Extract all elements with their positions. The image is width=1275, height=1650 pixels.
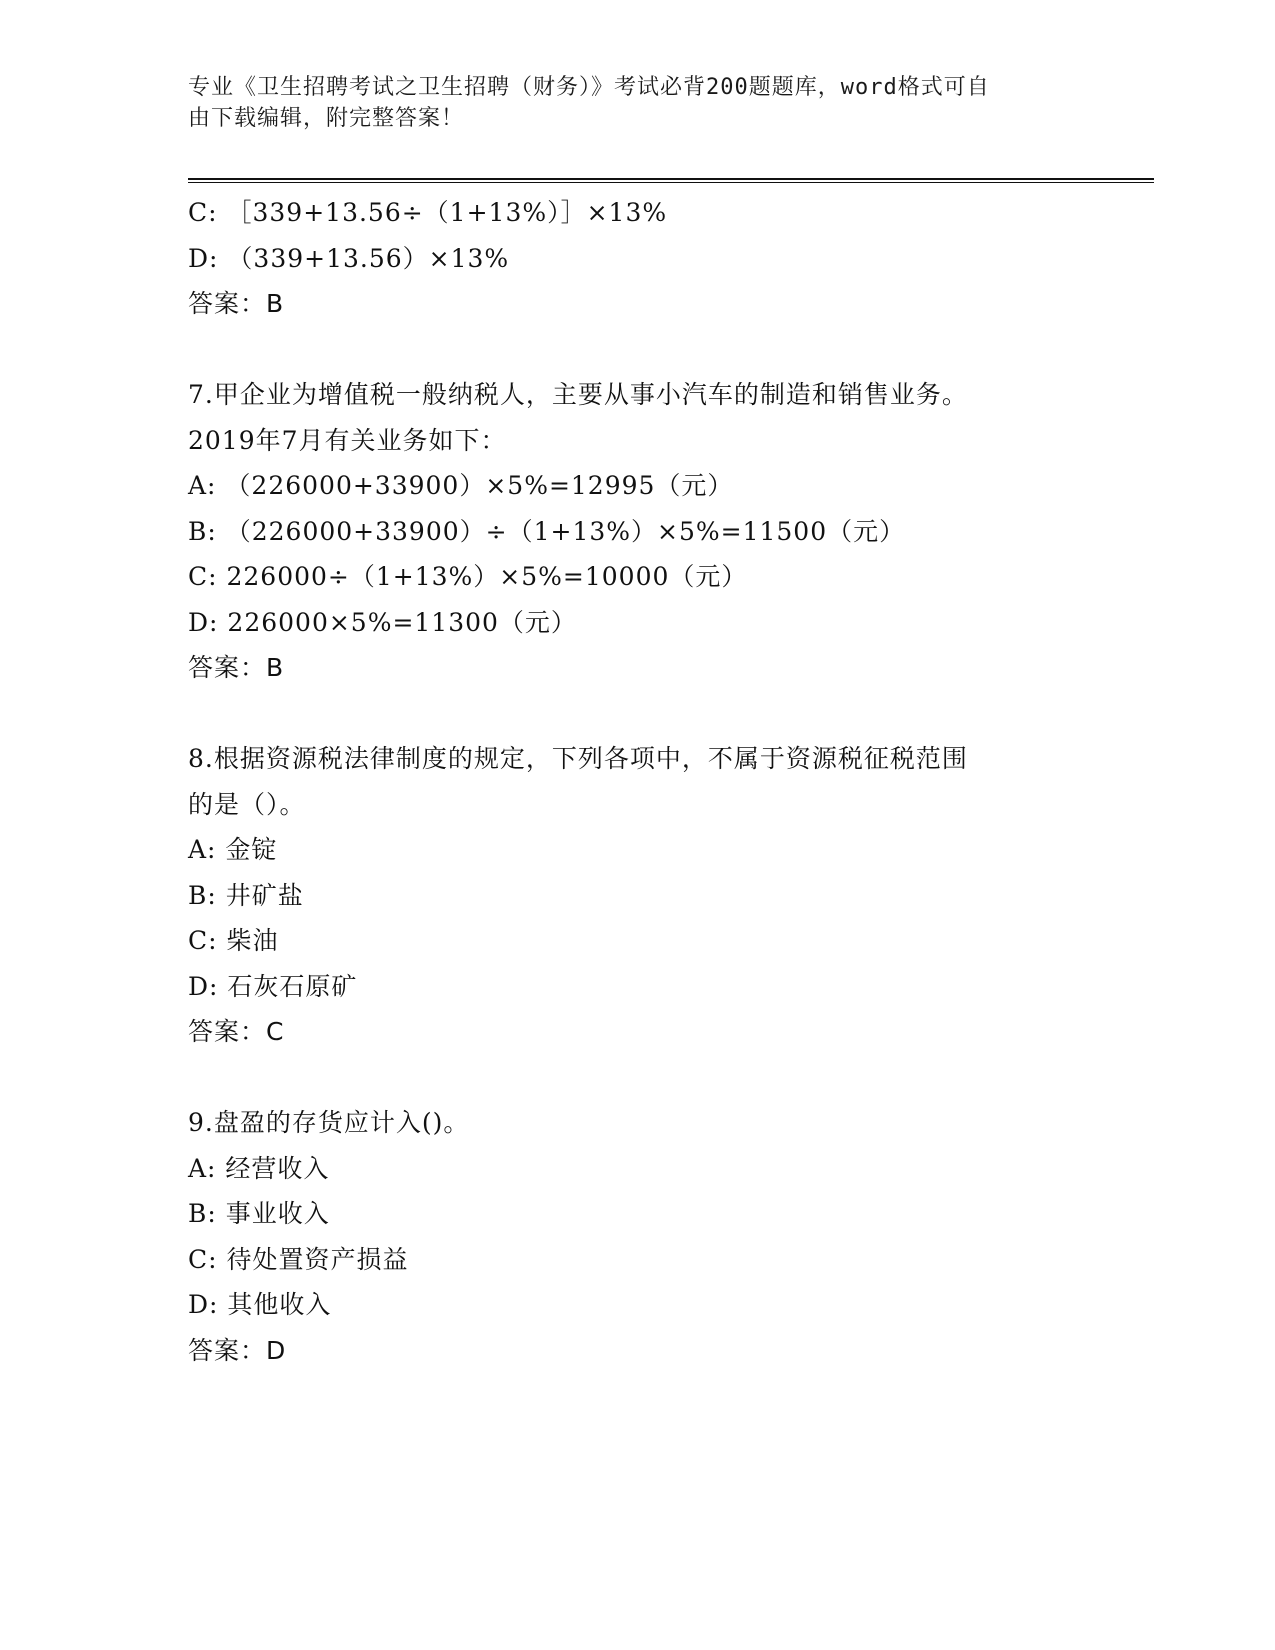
question-title: 9.盘盈的存货应计入()。 xyxy=(188,1108,470,1137)
option-d: D: 其他收入 xyxy=(188,1290,332,1319)
option-c: C: 柴油 xyxy=(188,926,279,955)
option-a: A: 经营收入 xyxy=(188,1153,330,1183)
page-header xyxy=(188,72,1068,134)
option-c: C: 待处置资产损益 xyxy=(188,1244,409,1274)
spacer xyxy=(188,1055,1088,1101)
option-b: B: 事业收入 xyxy=(188,1199,330,1228)
option-c: C: ［339+13.56÷（1+13%）］×13% xyxy=(188,198,668,227)
question-9 xyxy=(188,1100,1088,1373)
header-line-2: 由下载编辑，附完整答案！ xyxy=(188,106,465,131)
answer-line: 答案：B xyxy=(188,289,285,318)
option-c: C: 226000÷（1+13%）×5%=10000（元） xyxy=(188,562,748,591)
question-8 xyxy=(188,736,1088,1055)
option-a: A: （226000+33900）×5%=12995（元） xyxy=(188,471,734,500)
question-title: 8.根据资源税法律制度的规定，下列各项中，不属于资源税征税范围 xyxy=(188,744,968,773)
option-d: D: （339+13.56）×13% xyxy=(188,243,510,273)
option-b: B: 井矿盐 xyxy=(188,880,304,910)
question-6-tail xyxy=(188,190,1088,327)
answer-line: 答案：C xyxy=(188,1017,285,1046)
answer-line: 答案：D xyxy=(188,1335,287,1365)
option-d: D: 226000×5%=11300（元） xyxy=(188,607,577,637)
header-line-1: 专业《卫生招聘考试之卫生招聘（财务）》考试必背200题题库，word格式可自 xyxy=(188,75,990,100)
question-7 xyxy=(188,372,1088,691)
answer-line: 答案：B xyxy=(188,653,285,682)
spacer xyxy=(188,327,1088,373)
question-title: 7.甲企业为增值税一般纳税人，主要从事小汽车的制造和销售业务。 xyxy=(188,380,968,409)
option-a: A: 金锭 xyxy=(188,835,278,864)
option-d: D: 石灰石原矿 xyxy=(188,971,358,1001)
spacer xyxy=(188,691,1088,737)
header-divider xyxy=(188,178,1154,183)
document-body xyxy=(188,190,1088,1373)
question-title-cont: 的是（）。 xyxy=(188,789,306,819)
option-b: B: （226000+33900）÷（1+13%）×5%=11500（元） xyxy=(188,516,906,546)
question-title-cont: 2019年7月有关业务如下： xyxy=(188,425,507,455)
